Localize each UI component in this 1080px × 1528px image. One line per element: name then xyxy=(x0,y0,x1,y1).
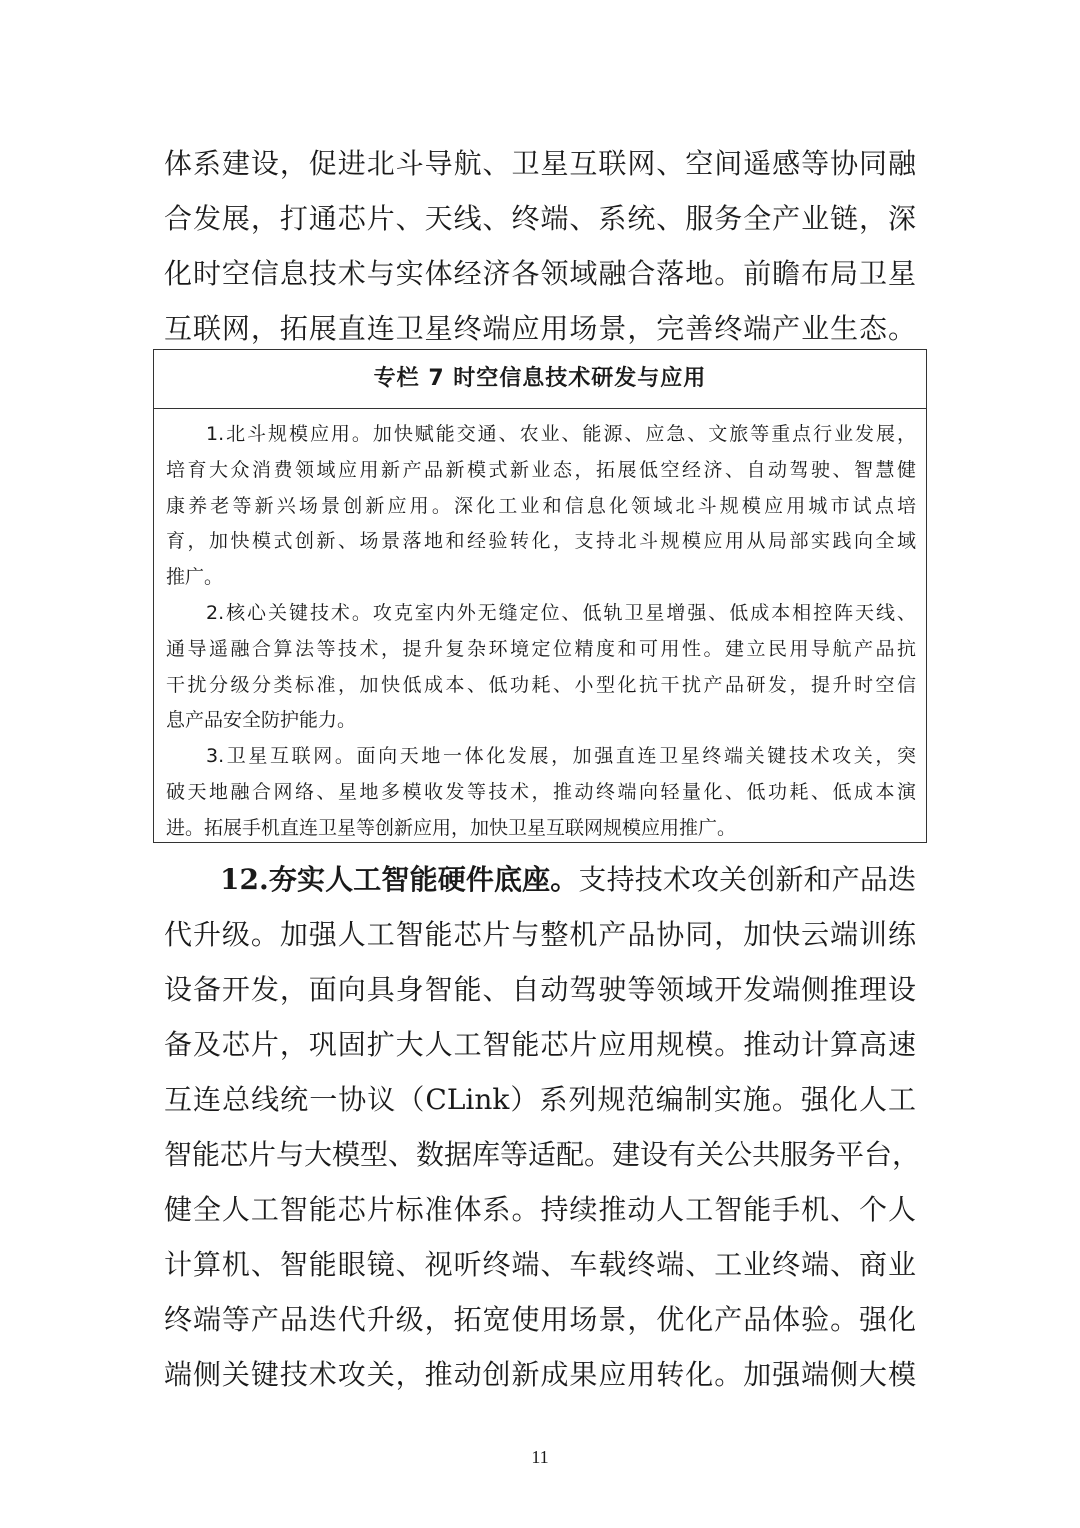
section-heading: 12.夯实人工智能硬件底座。 xyxy=(220,863,579,896)
paragraph-text: 支持技术攻关创新和产品迭 xyxy=(578,863,916,896)
page-number: 11 xyxy=(531,1447,549,1467)
paragraph-line: 互连总线统一协议（CLink）系列规范编制实施。强化人工 xyxy=(164,1083,916,1116)
column-item-head: 3.卫星互联网。 xyxy=(206,745,357,768)
column-item-head: 2.核心关键技术。 xyxy=(206,601,373,624)
paragraph-line xyxy=(164,852,916,907)
column-item-line: 息产品安全防护能力。 xyxy=(166,709,357,732)
column-item-head: 1.北斗规模应用。 xyxy=(206,423,373,445)
paragraph-line: 备及芯片，巩固扩大人工智能芯片应用规模。推动计算高速 xyxy=(164,1028,916,1061)
paragraph-line: 设备开发，面向具身智能、自动驾驶等领域开发端侧推理设 xyxy=(164,973,916,1006)
column-item-line: 育，加快模式创新、场景落地和经验转化，支持北斗规模应用从局部实践向全域 xyxy=(166,530,916,553)
column-item-line xyxy=(166,417,916,453)
column-item-text: 加快赋能交通、农业、能源、应急、文旅等重点行业发展， xyxy=(372,423,916,445)
paragraph-line: 代升级。加强人工智能芯片与整机产品协同，加快云端训练 xyxy=(164,918,916,951)
column-item-text: 攻克室内外无缝定位、低轨卫星增强、低成本相控阵天线、 xyxy=(372,601,916,624)
column-item-text: 面向天地一体化发展，加强直连卫星终端关键技术攻关，突 xyxy=(356,745,916,768)
column-item-line xyxy=(166,596,916,632)
column-box-body xyxy=(154,409,926,847)
paragraph-line: 终端等产品迭代升级，拓宽使用场景，优化产品体验。强化 xyxy=(164,1303,916,1336)
column-item-line: 干扰分级分类标准，加快低成本、低功耗、小型化抗干扰产品研发，提升时空信 xyxy=(166,673,916,696)
column-item-line xyxy=(166,739,916,775)
section-12-paragraph xyxy=(164,852,921,1402)
paragraph-line: 互联网，拓展直连卫星终端应用场景，完善终端产业生态。 xyxy=(164,312,916,345)
column-box xyxy=(153,349,927,843)
column-item-line: 康养老等新兴场景创新应用。深化工业和信息化领域北斗规模应用城市试点培 xyxy=(166,494,916,517)
column-item-line: 培育大众消费领域应用新产品新模式新业态，拓展低空经济、自动驾驶、智慧健 xyxy=(166,458,916,481)
paragraph-line: 体系建设，促进北斗导航、卫星互联网、空间遥感等协同融 xyxy=(164,147,916,180)
column-item-line: 进。拓展手机直连卫星等创新应用，加快卫星互联网规模应用推广。 xyxy=(166,816,737,839)
column-box-title: 专栏 7 时空信息技术研发与应用 xyxy=(154,350,926,409)
column-item-line: 破天地融合网络、星地多模收发等技术，推动终端向轻量化、低功耗、低成本演 xyxy=(166,780,916,803)
paragraph-line: 化时空信息技术与实体经济各领域融合落地。前瞻布局卫星 xyxy=(164,257,916,290)
paragraph-line: 端侧关键技术攻关，推动创新成果应用转化。加强端侧大模 xyxy=(164,1358,916,1391)
paragraph-line: 健全人工智能芯片标准体系。持续推动人工智能手机、个人 xyxy=(164,1193,916,1226)
paragraph-line: 智能芯片与大模型、数据库等适配。建设有关公共服务平台， xyxy=(164,1138,921,1171)
paragraph-line: 合发展，打通芯片、天线、终端、系统、服务全产业链，深 xyxy=(164,202,916,235)
paragraph-line: 计算机、智能眼镜、视听终端、车载终端、工业终端、商业 xyxy=(164,1248,916,1281)
column-item-line: 通导遥融合算法等技术，提升复杂环境定位精度和可用性。建立民用导航产品抗 xyxy=(166,637,916,660)
top-paragraph xyxy=(164,136,916,356)
column-item-line: 推广。 xyxy=(166,566,224,589)
